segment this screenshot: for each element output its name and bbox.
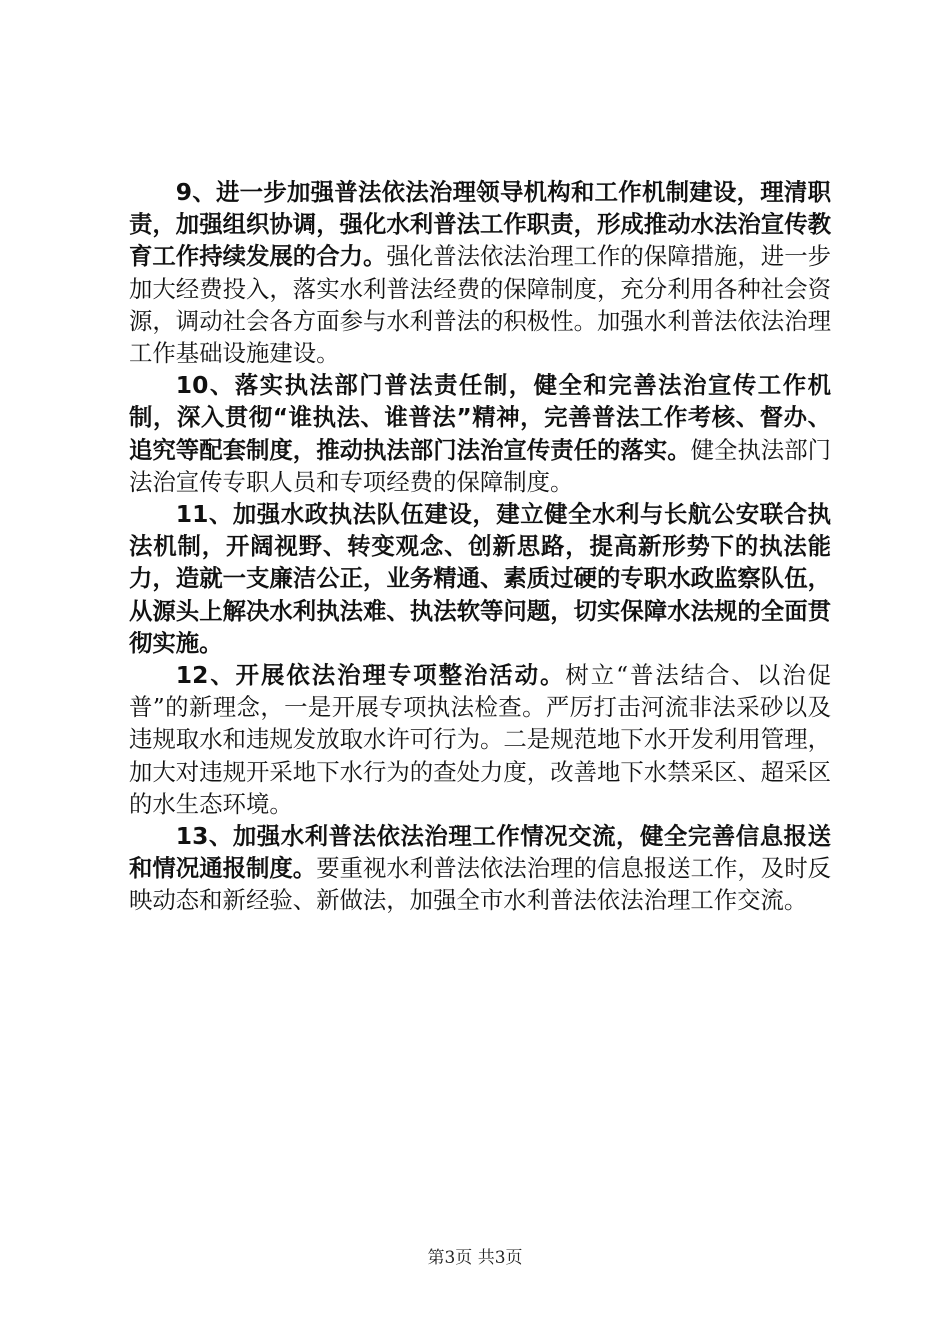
paragraph-item-11 <box>129 498 831 659</box>
document-body <box>129 176 831 917</box>
paragraph-text: 树立“普法结合、以治促普”的新理念，一是开展专项执法检查。严厉打击河流非法采砂以及违规取水和违规发放取水许可行为。二是规范地下水开发利用管理，加大对违规开采地下水行为的查处力度，改善地下水禁采区、超采区的水生态环境。 <box>129 661 831 818</box>
paragraph-item-9 <box>129 176 831 369</box>
paragraph-text: 强化普法依法治理工作的保障措施，进一步加大经费投入，落实水利普法经费的保障制度，充分利用各种社会资源，调动社会各方面参与水利普法的积极性。加强水利普法依法治理工作基础设施建设。 <box>129 242 832 368</box>
paragraph-item-12 <box>129 659 831 820</box>
page-number-label: 第3页 共3页 <box>427 1248 523 1268</box>
paragraph-heading: 10、落实执法部门普法责任制，健全和完善法治宣传工作机制，深入贯彻“谁执法、谁普法”精神，完善普法工作考核、督办、追究等配套制度，推动执法部门法治宣传责任的落实。 <box>129 371 831 464</box>
paragraph-heading: 12、开展依法治理专项整治活动。 <box>175 661 566 690</box>
paragraph-item-10 <box>129 369 831 498</box>
paragraph-item-13 <box>129 820 831 917</box>
paragraph-text: 健全执法部门法治宣传专职人员和专项经费的保障制度。 <box>129 435 832 496</box>
paragraph-heading: 11、加强水政执法队伍建设，建立健全水利与长航公安联合执法机制，开阔视野、转变观念、创新思路，提高新形势下的执法能力，造就一支廉洁公正，业务精通、素质过硬的专职水政监察队伍，从源头上解决水利执法难、执法软等问题，切实保障水法规的全面贯彻实施。 <box>129 500 831 657</box>
paragraph-heading: 13、加强水利普法依法治理工作情况交流，健全完善信息报送和情况通报制度。 <box>129 822 831 883</box>
page-footer <box>0 1243 950 1268</box>
paragraph-text: 要重视水利普法依法治理的信息报送工作，及时反映动态和新经验、新做法，加强全市水利普法依法治理工作交流。 <box>129 854 831 915</box>
paragraph-heading: 9、进一步加强普法依法治理领导机构和工作机制建设，理清职责，加强组织协调，强化水利普法工作职责，形成推动水法治宣传教育工作持续发展的合力。 <box>129 178 831 271</box>
